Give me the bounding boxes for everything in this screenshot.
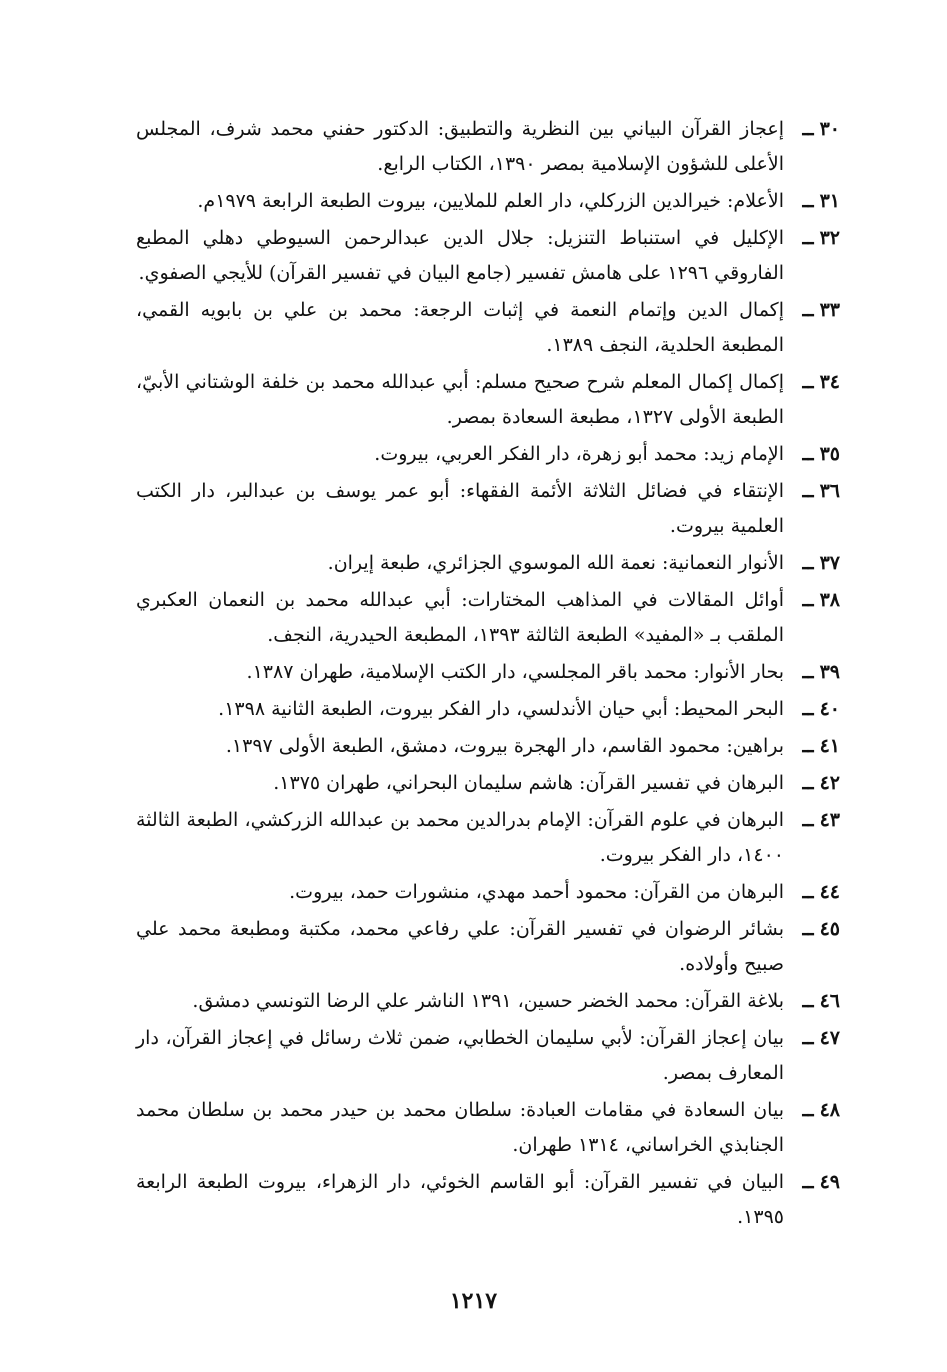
entry-number: ٣٧ــ [802,552,840,574]
entry-text: بلاغة القرآن: محمد الخضر حسين، ١٣٩١ الناشر علي الرضا التونسي دمشق. [192,990,784,1012]
entry-42 [136,766,840,801]
entry-44 [136,875,840,910]
entry-text: الأعلام: خيرالدين الزركلي، دار العلم للملايين، بيروت الطبعة الرابعة ١٩٧٩م. [197,190,784,212]
entry-text: الإنتقاء في فضائل الثلاثة الأئمة الفقهاء: أبو عمر يوسف بن عبدالبر، دار الكتب العلمية بيروت. [136,480,784,537]
entry-text: بيان السعادة في مقامات العبادة: سلطان محمد بن حيدر محمد بن سلطان محمد الجنابذي الخراساني، ١٣١٤ طهران. [136,1099,784,1156]
entry-33 [136,293,840,363]
entry-text: الأنوار النعمانية: نعمة الله الموسوي الجزائري، طبعة إيران. [327,552,784,574]
entry-38 [136,583,840,653]
entry-text: أوائل المقالات في المذاهب المختارات: أبي عبدالله محمد بن النعمان العكبري الملقب بـ «المفيد» الطبعة الثالثة ١٣٩٣، المطبعة الحيدرية، النجف. [136,589,784,646]
bibliography-list [136,112,840,1237]
entry-number: ٣٤ــ [802,371,840,393]
entry-text: البحر المحيط: أبي حيان الأندلسي، دار الفكر بيروت، الطبعة الثانية ١٣٩٨. [218,698,784,720]
entry-39 [136,655,840,690]
entry-45 [136,912,840,982]
entry-number: ٣٩ــ [802,661,840,683]
entry-31 [136,184,840,219]
entry-text: الإمام زيد: محمد أبو زهرة، دار الفكر العربي، بيروت. [374,443,784,465]
entry-36 [136,474,840,544]
page-number: ١٢١٧ [449,1288,498,1314]
entry-text: إعجاز القرآن البياني بين النظرية والتطبيق: الدكتور حفني محمد شرف، المجلس الأعلى للشؤون الإسلامية بمصر ١٣٩٠، الكتاب الرابع. [136,118,784,175]
entry-47 [136,1021,840,1091]
entry-text: إكمال الدين وإتمام النعمة في إثبات الرجعة: محمد بن علي بن بابويه القمي، المطبعة الحلدية، النجف ١٣٨٩. [136,299,784,356]
entry-text: بيان إعجاز القرآن: لأبي سليمان الخطابي، ضمن ثلاث رسائل في إعجاز القرآن، دار المعارف بمصر. [136,1027,784,1084]
entry-number: ٣٦ــ [802,480,840,502]
entry-number: ٣٥ــ [802,443,840,465]
entry-text: براهين: محمود القاسم، دار الهجرة بيروت، دمشق، الطبعة الأولى ١٣٩٧. [225,735,784,757]
entry-48 [136,1093,840,1163]
entry-number: ٣٣ــ [802,299,840,321]
entry-text: بشائر الرضوان في تفسير القرآن: علي رفاعي محمد، مكتبة ومطبعة محمد علي صبيح وأولاده. [136,918,784,975]
entry-34 [136,365,840,435]
entry-text: البرهان في تفسير القرآن: هاشم سليمان البحراني، طهران ١٣٧٥. [273,772,784,794]
entry-number: ٣١ــ [802,190,840,212]
entry-43 [136,803,840,873]
entry-40 [136,692,840,727]
entry-text: إكمال إكمال المعلم شرح صحيح مسلم: أبي عبدالله محمد بن خلفة الوشتاني الأبيّ، الطبعة الأولى ١٣٢٧، مطبعة السعادة بمصر. [136,371,784,428]
entry-30 [136,112,840,182]
entry-number: ٤٨ــ [802,1099,840,1121]
entry-number: ٣٨ــ [802,589,840,611]
entry-text: بحار الأنوار: محمد باقر المجلسي، دار الكتب الإسلامية، طهران ١٣٨٧. [246,661,784,683]
entry-number: ٤١ــ [802,735,840,757]
entry-41 [136,729,840,764]
entry-number: ٤٤ــ [802,881,840,903]
entry-number: ٤٢ــ [802,772,840,794]
entry-number: ٤٣ــ [802,809,840,831]
entry-number: ٤٦ــ [802,990,840,1012]
entry-46 [136,984,840,1019]
entry-32 [136,221,840,291]
entry-text: الإكليل في استنباط التنزيل: جلال الدين عبدالرحمن السيوطي دهلي المطبع الفاروقي ١٢٩٦ على هامش تفسير (جامع البيان في تفسير القرآن) للأيجي الصفوي. [136,227,784,284]
entry-49 [136,1165,840,1235]
entry-text: البرهان في علوم القرآن: الإمام بدرالدين محمد بن عبدالله الزركشي، الطبعة الثالثة ١٤٠٠، دار الفكر بيروت. [136,809,784,866]
entry-number: ٤٠ــ [802,698,840,720]
entry-number: ٣٠ــ [802,118,840,140]
entry-number: ٣٢ــ [802,227,840,249]
entry-37 [136,546,840,581]
entry-text: البيان في تفسير القرآن: أبو القاسم الخوئي، دار الزهراء، بيروت الطبعة الرابعة ١٣٩٥. [136,1171,784,1228]
entry-text: البرهان من القرآن: محمود أحمد مهدي، منشورات حمد، بيروت. [289,881,784,903]
entry-35 [136,437,840,472]
entry-number: ٤٩ــ [802,1171,840,1193]
entry-number: ٤٥ــ [802,918,840,940]
entry-number: ٤٧ــ [802,1027,840,1049]
